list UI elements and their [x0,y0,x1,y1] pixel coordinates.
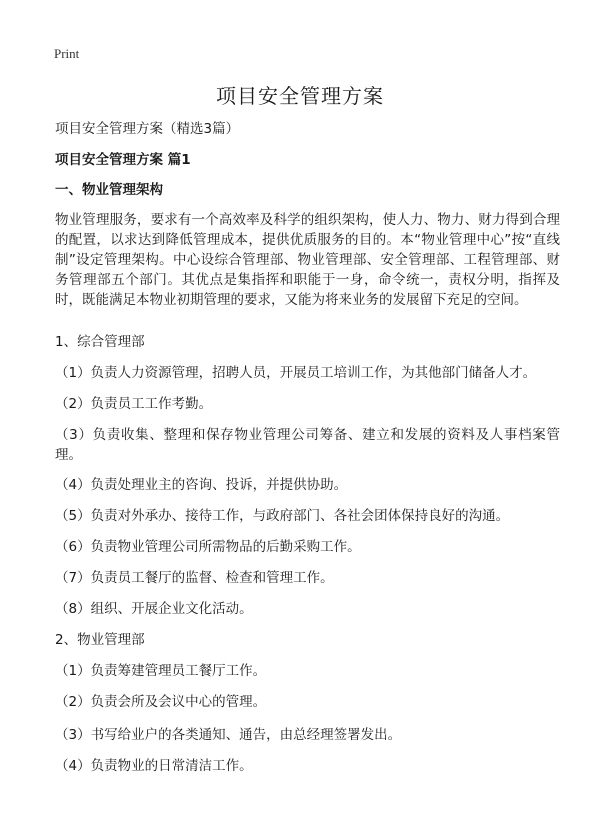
list-item: （1）负责筹建管理员工餐厅工作。 [55,663,267,679]
print-link[interactable]: Print [54,46,80,61]
dept-heading-general: 1、综合管理部 [55,334,145,350]
list-item: （7）负责员工餐厅的监督、检查和管理工作。 [55,570,334,586]
document-subtitle: 项目安全管理方案（精选3篇） [55,121,240,137]
list-item: （4）负责处理业主的咨询、投诉，并提供协助。 [55,477,348,493]
list-item: （8）组织、开展企业文化活动。 [55,601,253,617]
dept-heading-property: 2、物业管理部 [55,632,145,648]
list-item: （6）负责物业管理公司所需物品的后勤采购工作。 [55,539,361,555]
list-item: （4）负责物业的日常清洁工作。 [55,758,253,774]
list-item: （5）负责对外承办、接待工作，与政府部门、各社会团体保持良好的沟通。 [55,508,510,524]
list-item: （1）负责人力资源管理，招聘人员，开展员工培训工作，为其他部门储备人才。 [55,365,537,381]
list-item: （2）负责员工工作考勤。 [55,396,213,412]
heading-org-structure: 一、物业管理架构 [55,182,163,198]
intro-paragraph: 物业管理服务，要求有一个高效率及科学的组织架构，使人力、物力、财力得到合理的配置，以求达到降低管理成本，提供优质服务的目的。本“物业管理中心”按“直线制”设定管理架构。中心设综合管理部、物业管理部、安全管理部、工程管理部、财务管理部五个部门。其优点是集指挥和职能于一身，命令统一，责权分明，指挥及时，既能满足本物业初期管理的要求，又能为将来业务的发展留下充足的空间。 [55,212,560,308]
document-title: 项目安全管理方案 [216,84,384,108]
section-title: 项目安全管理方案 篇1 [55,152,191,168]
list-item: （2）负责会所及会议中心的管理。 [55,694,267,710]
list-item: （3）负责收集、整理和保存物业管理公司筹备、建立和发展的资料及人事档案管理。 [55,427,560,463]
list-item: （3）书写给业户的各类通知、通告，由总经理签署发出。 [55,727,402,743]
